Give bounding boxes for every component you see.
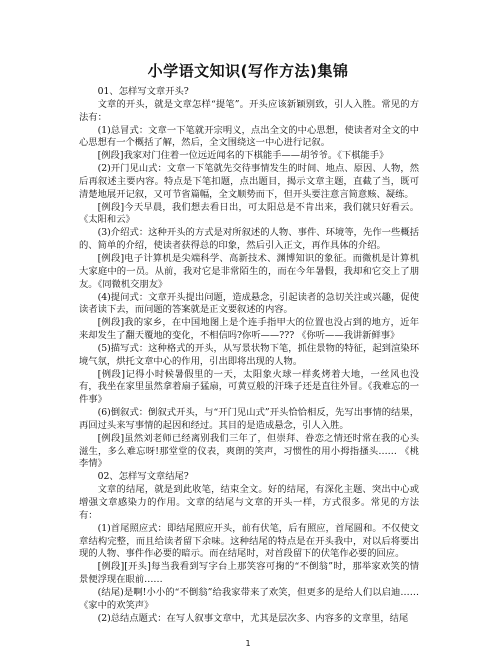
paragraph: 文章的结尾，就是到此收笔，结束全文。好的结尾，有深化主题、突出中心或增强文章感染力的作用。文章的结尾与文章的开头一样，方式很多。常见的方法有： <box>79 484 419 521</box>
paragraph: (1)首尾照应式：即结尾照应开头，前有伏笔，后有照应，首尾圆和。不仅使文章结构完整，而且给读者留下余味。这种结尾的特点是在开头我中，对以后将要出现的人物、事件作必要的暗示。而在结尾时，对首段留下的伏笔作必要的回应。 <box>79 522 419 560</box>
page-number: 1 <box>245 639 251 648</box>
paragraph: (结尾)是啊!小小的“不倒翁”给我家带来了欢笑，但更多的是给人们以启迪……《家中的欢笑声》 <box>79 586 419 611</box>
paragraph: [例段]今天早晨，我们想去看日出，可太阳总是不肯出来，我们就只好看云。《太阳和云》 <box>79 201 419 226</box>
paragraph: [例段]我家对门住着一位远近闻名的下棋能手——胡爷爷。《下棋能手》 <box>97 150 389 162</box>
paragraph: (1)总冒式：文章一下笔就开宗明义，点出全文的中心思想，使读者对全文的中心思想有一个概括了解，然后，全文围绕这一中心进行记叙。 <box>79 124 419 149</box>
document-title: 小学语文知识(写作方法)集锦 <box>147 62 349 80</box>
paragraph: [例段][开头]每当我看到写字台上那笑容可掬的“不倒翁”时，那举家欢笑的情景便浮现在眼前…… <box>79 561 419 586</box>
paragraph: 02、怎样写文章结尾? <box>97 471 189 483</box>
paragraph: [例段]我的家乡，在中国地图上是个连手指甲大的位置也没占到的地方，近年来却发生了翻天覆地的变化，不相信吗?你听——??? 《你听——我讲新鲜事》 <box>79 317 419 342</box>
paragraph: (6)倒叙式：倒叙式开头，与“开门见山式”开头恰恰相反，先写出事情的结果，再回过头来写事情的起因和经过。其目的是造成悬念，引人入胜。 <box>79 407 419 431</box>
paragraph: [例段]记得小时候暑假里的一天，太阳象火球一样炙烤着大地，一丝风也没有，我坐在家里虽然拿着扇子猛扇，可黄豆般的汗珠子还是直往外冒。《我难忘的一件事》 <box>79 368 419 406</box>
paragraph: [例段]电子计算机是尖端科学、高新技术、渊博知识的象征。而微机是计算机大家庭中的一员。从前，我对它是非常陌生的，而在今年暑假，我却和它交上了朋友。《同微机交朋友》 <box>79 252 419 290</box>
paragraph: (5)描写式：这种格式的开头，从写景状物下笔，抓住景物的特征，起到渲染环境气氛，烘托文章中心的作用，引出即将出现的人物。 <box>79 342 419 367</box>
paragraph: 文章的开头，就是文章怎样“提笔”。开头应该新颖别致，引人入胜。常见的方法有： <box>79 98 419 123</box>
paragraph: (4)提问式：文章开头提出问题，造成悬念，引起读者的急切关注或兴趣，促使读者读下去，而问题的答案就是正文要叙述的内容。 <box>79 291 419 316</box>
document-body <box>79 86 419 625</box>
paragraph: 01、怎样写文章开头? <box>97 86 189 97</box>
paragraph: [例段]虽然刘老师已经离别我们三年了，但崇拜、眷恋之情还时常在我的心头滋生，多么难忘呀!那堂堂的仪表，爽朗的笑声，习惯性的用小拇指搔头…… 《桃李情》 <box>79 432 419 470</box>
paragraph: (2)总结点题式：在写人叙事文章中，尤其是层次多、内容多的文章里，结尾 <box>97 612 409 624</box>
paragraph: (3)介绍式：这种开头的方式是对所叙述的人物、事件、环境等，先作一些概括的、简单的介绍，使读者获得总的印象，然后引入正文，再作具体的介绍。 <box>79 227 419 252</box>
paragraph: (2)开门见山式：文章一下笔就先交待事情发生的时间、地点、原因、人物，然后再叙述主要内容。特点是下笔扣题，点出题目，揭示文章主题，直截了当，既可清楚地展开记叙，又可节省篇幅，全文顺势而下，但开头要注意言简意赅、凝练。 <box>79 163 419 200</box>
